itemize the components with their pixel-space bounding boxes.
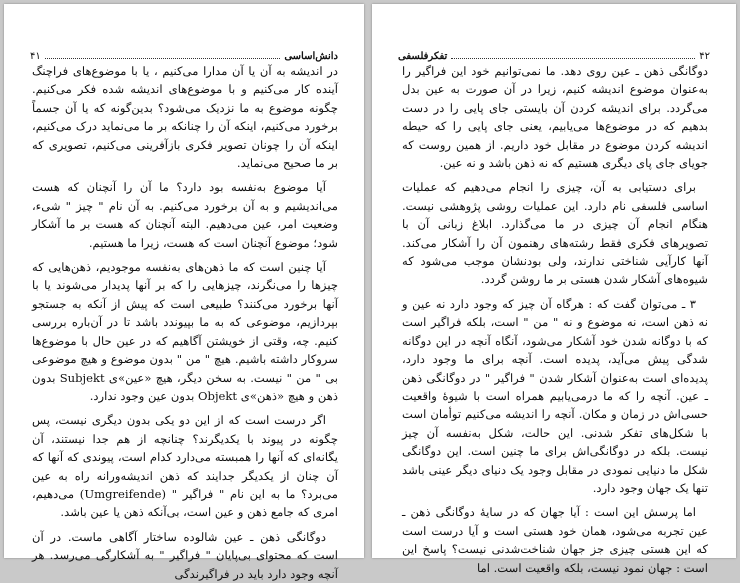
paragraph: اگر درست است که از این دو یکی بدون دیگری نیست، پس چگونه در پیوند با یکدیگرند؟ چنانچه از هم جدا نیستند، آن یگانه‌ای که آنها را همبسته می‌دارد کدام است، پیوندی که آنها که آن چنان از یکدیگر جدایند که ذهن اندیشه‌ورانه راه به عین می‌برد؟ ما به این نام " فراگیر " (Umgreifende) می‌دهیم، امری که جامع ذهن و عین است، بی‌آنکه ذهن یا عین باشد. xyxy=(32,413,338,520)
left-page xyxy=(4,4,364,581)
right-page-body xyxy=(402,62,708,577)
paragraph: برای دستیابی به آن، چیزی را انجام می‌دهیم که عملیات اساسی فلسفی نام دارد. این عملیات روشی پژوهشی نیست. هنگام انجام آن چیزی در ما می‌گذارد. ابلاغ زبانی آن با تصویرهای فکری فقط رشته‌های رهنمون آن را آشکار می‌کند. آنها کارآیی شناختی ندارند، ولی بودنشان موجب می‌شود که شیوه‌های آشکار شدن هستی بر ما روشن گردد. xyxy=(402,180,708,287)
left-page-body xyxy=(32,62,338,583)
paragraph: در اندیشه به آن یا آن مدارا می‌کنیم ، یا با موضوع‌های فراچنگ آینده کار می‌کنیم و با موضوع‌های اندیشه شده فکر می‌کنیم. چگونه موضوع به ما نزدیک می‌شود؟ بدین‌گونه که یا آن جسماً برخورد می‌کنیم، اینکه آن را چنانکه بر ما می‌نماید درک می‌کنیم، اینکه آن را چونان تصویر فکری بازآفرینی می‌کنیم، تصویری که بر ما صحیح می‌نماید. xyxy=(32,64,338,171)
paragraph: آیا چنین است که ما ذهن‌های به‌نفسه موجودیم، ذهن‌هایی که چیزها را می‌نگرند، چیزهایی را که بر آنها پدیدار می‌شوند یا با آنها برخورد می‌کنند؟ طبیعی است که پیش از آنکه به جستجو بپردازیم، موضوعی که به ما بپیوندد باشد تا در آن‌باره بررسی کنیم. چه، وقتی از خویشتن آگاهیم که در عین حال با موضوع‌ها سروکار داشته باشیم. هیچ " من " بدون موضوع و هیچ موضوعی بی " من " نیست. به سخن دیگر، هیچ «عین»ی Subjekt بدون ذهن و هیچ «ذهن»ی Objekt بدون عین وجود ندارد. xyxy=(32,260,338,403)
paragraph: اما پرسش این است : آیا جهان که در سایهٔ دوگانگی ذهن ـ عین تجربه می‌شود، همان خود هستی است و آیا درست است که این هستی چیزی جز جهان شناخت‌شدنی نیست؟ پاسخ این است : جهان نمود نیست، بلکه واقعیت است. اما xyxy=(402,505,708,575)
header-dot-leader xyxy=(45,58,281,59)
running-title: تفکرفلسفی xyxy=(398,51,448,62)
right-page-header xyxy=(398,48,710,62)
right-page xyxy=(372,4,736,575)
running-title: دانش‌اساسی xyxy=(284,51,338,62)
page-number: ۴۲ xyxy=(699,51,710,62)
left-page-header xyxy=(30,48,338,62)
paragraph: آیا موضوع به‌نفسه بود دارد؟ ما آن را آنچنان که هست می‌اندیشیم و به آن برخورد می‌کنیم. به آن نام " چیز " شیء، وضعیت امر، عین می‌دهیم. البته آنچنان که هست بر ما آشکار شود؛ موضوع آنچنان است که هست، زیرا ما هستیم. xyxy=(32,180,338,250)
paragraph: دوگانگی ذهن ـ عین شالوده ساختار آگاهی ماست. در آن است که محتوای بی‌پایان " فراگیر " به آشکارگی می‌رسد. هر آنچه وجود دارد باید در فراگیرندگی xyxy=(32,529,338,581)
page-number: ۴۱ xyxy=(30,51,41,62)
header-dot-leader xyxy=(451,58,695,59)
paragraph: دوگانگی ذهن ـ عین روی دهد. ما نمی‌توانیم خود این فراگیر را به‌عنوان موضوع اندیشه کنیم، زیرا در آن صورت به عین بدل می‌گردد. برای اندیشه کردن آن بایستی جای پایی را در دست بدهیم که در موضوع‌ها می‌یابیم، یعنی جای پایی را که حیطه اندیشه کردن موضوع در مقابل خود داریم. از همین روست که جویای جای پای دیگری هستیم که نه ذهن باشد و نه عین. xyxy=(402,64,708,171)
paragraph: ۳ ـ می‌توان گفت که : هرگاه آن چیز که وجود دارد نه عین و نه ذهن است، نه موضوع و نه " من " است، بلکه فراگیر است که با دوگانه شدن خود آشکار می‌شود، آنگاه آنچه در این دوگانه شدگی پیش می‌آید، پدیده است. آنچه برای ما وجود دارد، پدیده‌ای است به‌عنوان آشکار شدن " فراگیر " در دوگانگی ذهن ـ عین. آنچه را که ما درمی‌یابیم همراه است با شیوهٔ واقعیت حسی‌اش در زمان و مکان. آنچه را اندیشه می‌کنیم توأمان است با شکل‌های تفکر شدنی. این حالت، شکل به‌نفسه آن چیز نیست. بلکه در دوگانگی‌اش برای ما چنین است. این دوگانگی شکل ما دنیایی نمودی در مقابل وجود یک دنیای دیگر عینی باشد تنها یک جهان وجود دارد. xyxy=(402,296,708,495)
